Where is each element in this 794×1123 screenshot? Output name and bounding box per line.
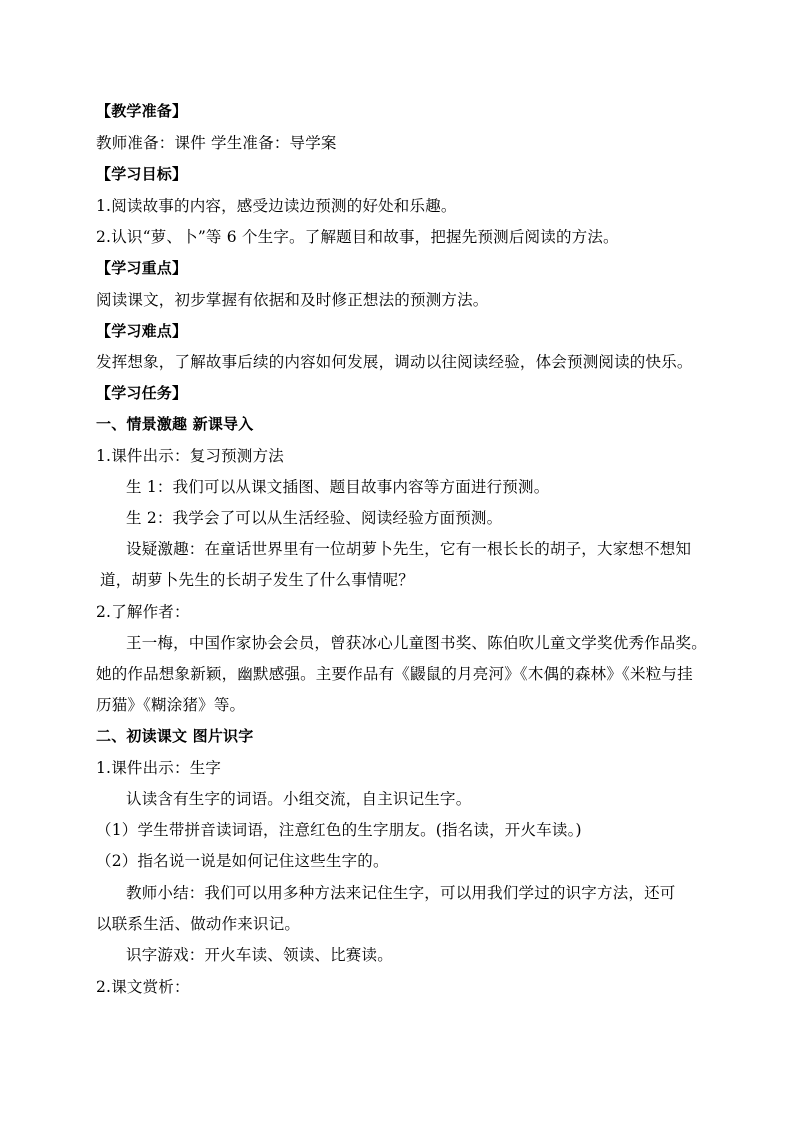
heading-difficulties: 【学习难点】 [96, 322, 188, 340]
text-line: 以联系生活、做动作来识记。 [96, 915, 301, 933]
text-line: 1.课件出示：生字 [96, 759, 222, 777]
text-line: 阅读课文，初步掌握有依据和及时修正想法的预测方法。 [96, 291, 489, 309]
text-line: 历猫》《糊涂猪》等。 [96, 696, 246, 714]
heading-teaching-prep: 【教学准备】 [96, 102, 188, 120]
text-line: 识字游戏：开火车读、领读、比赛读。 [126, 946, 393, 964]
text-line: 教师准备：课件 学生准备：导学案 [96, 134, 337, 152]
text-line: （1）学生带拼音读词语，注意红色的生字朋友。(指名读，开火车读。) [96, 821, 582, 839]
text-line: 她的作品想象新颖，幽默感强。主要作品有《鼹鼠的月亮河》《木偶的森林》《米粒与挂 [96, 665, 693, 683]
text-line: 生 2：我学会了可以从生活经验、阅读经验方面预测。 [126, 509, 503, 527]
text-line: （2）指名说一说是如何记住这些生字的。 [96, 852, 389, 870]
section-heading-1: 一、情景激趣 新课导入 [96, 415, 254, 433]
text-line: 认读含有生字的词语。小组交流，自主识记生字。 [126, 790, 472, 808]
text-line: 发挥想象，了解故事后续的内容如何发展，调动以往阅读经验，体会预测阅读的快乐。 [96, 353, 693, 371]
heading-learning-goals: 【学习目标】 [96, 165, 188, 183]
text-line: 教师小结：我们可以用多种方法来记住生字，可以用我们学过的识字方法，还可 [126, 884, 676, 902]
text-line: 2.认识“萝、卜”等 6 个生字。了解题目和故事，把握先预测后阅读的方法。 [96, 228, 619, 246]
heading-learning-tasks: 【学习任务】 [96, 384, 188, 402]
text-line: 设疑激趣：在童话世界里有一位胡萝卜先生，它有一根长长的胡子，大家想不想知 [126, 540, 692, 558]
text-line: 王一梅，中国作家协会会员，曾获冰心儿童图书奖、陈伯吹儿童文学奖优秀作品奖。 [126, 634, 707, 652]
text-line: 1.课件出示：复习预测方法 [96, 447, 284, 465]
text-line: 2.课文赏析： [96, 978, 190, 996]
text-line: 道，胡萝卜先生的长胡子发生了什么事情呢？ [100, 571, 415, 589]
text-line: 2.了解作者： [96, 603, 190, 621]
heading-key-points: 【学习重点】 [96, 259, 188, 277]
text-line: 1.阅读故事的内容，感受边读边预测的好处和乐趣。 [96, 197, 457, 215]
section-heading-2: 二、初读课文 图片识字 [96, 727, 254, 745]
text-line: 生 1：我们可以从课文插图、题目故事内容等方面进行预测。 [126, 478, 550, 496]
